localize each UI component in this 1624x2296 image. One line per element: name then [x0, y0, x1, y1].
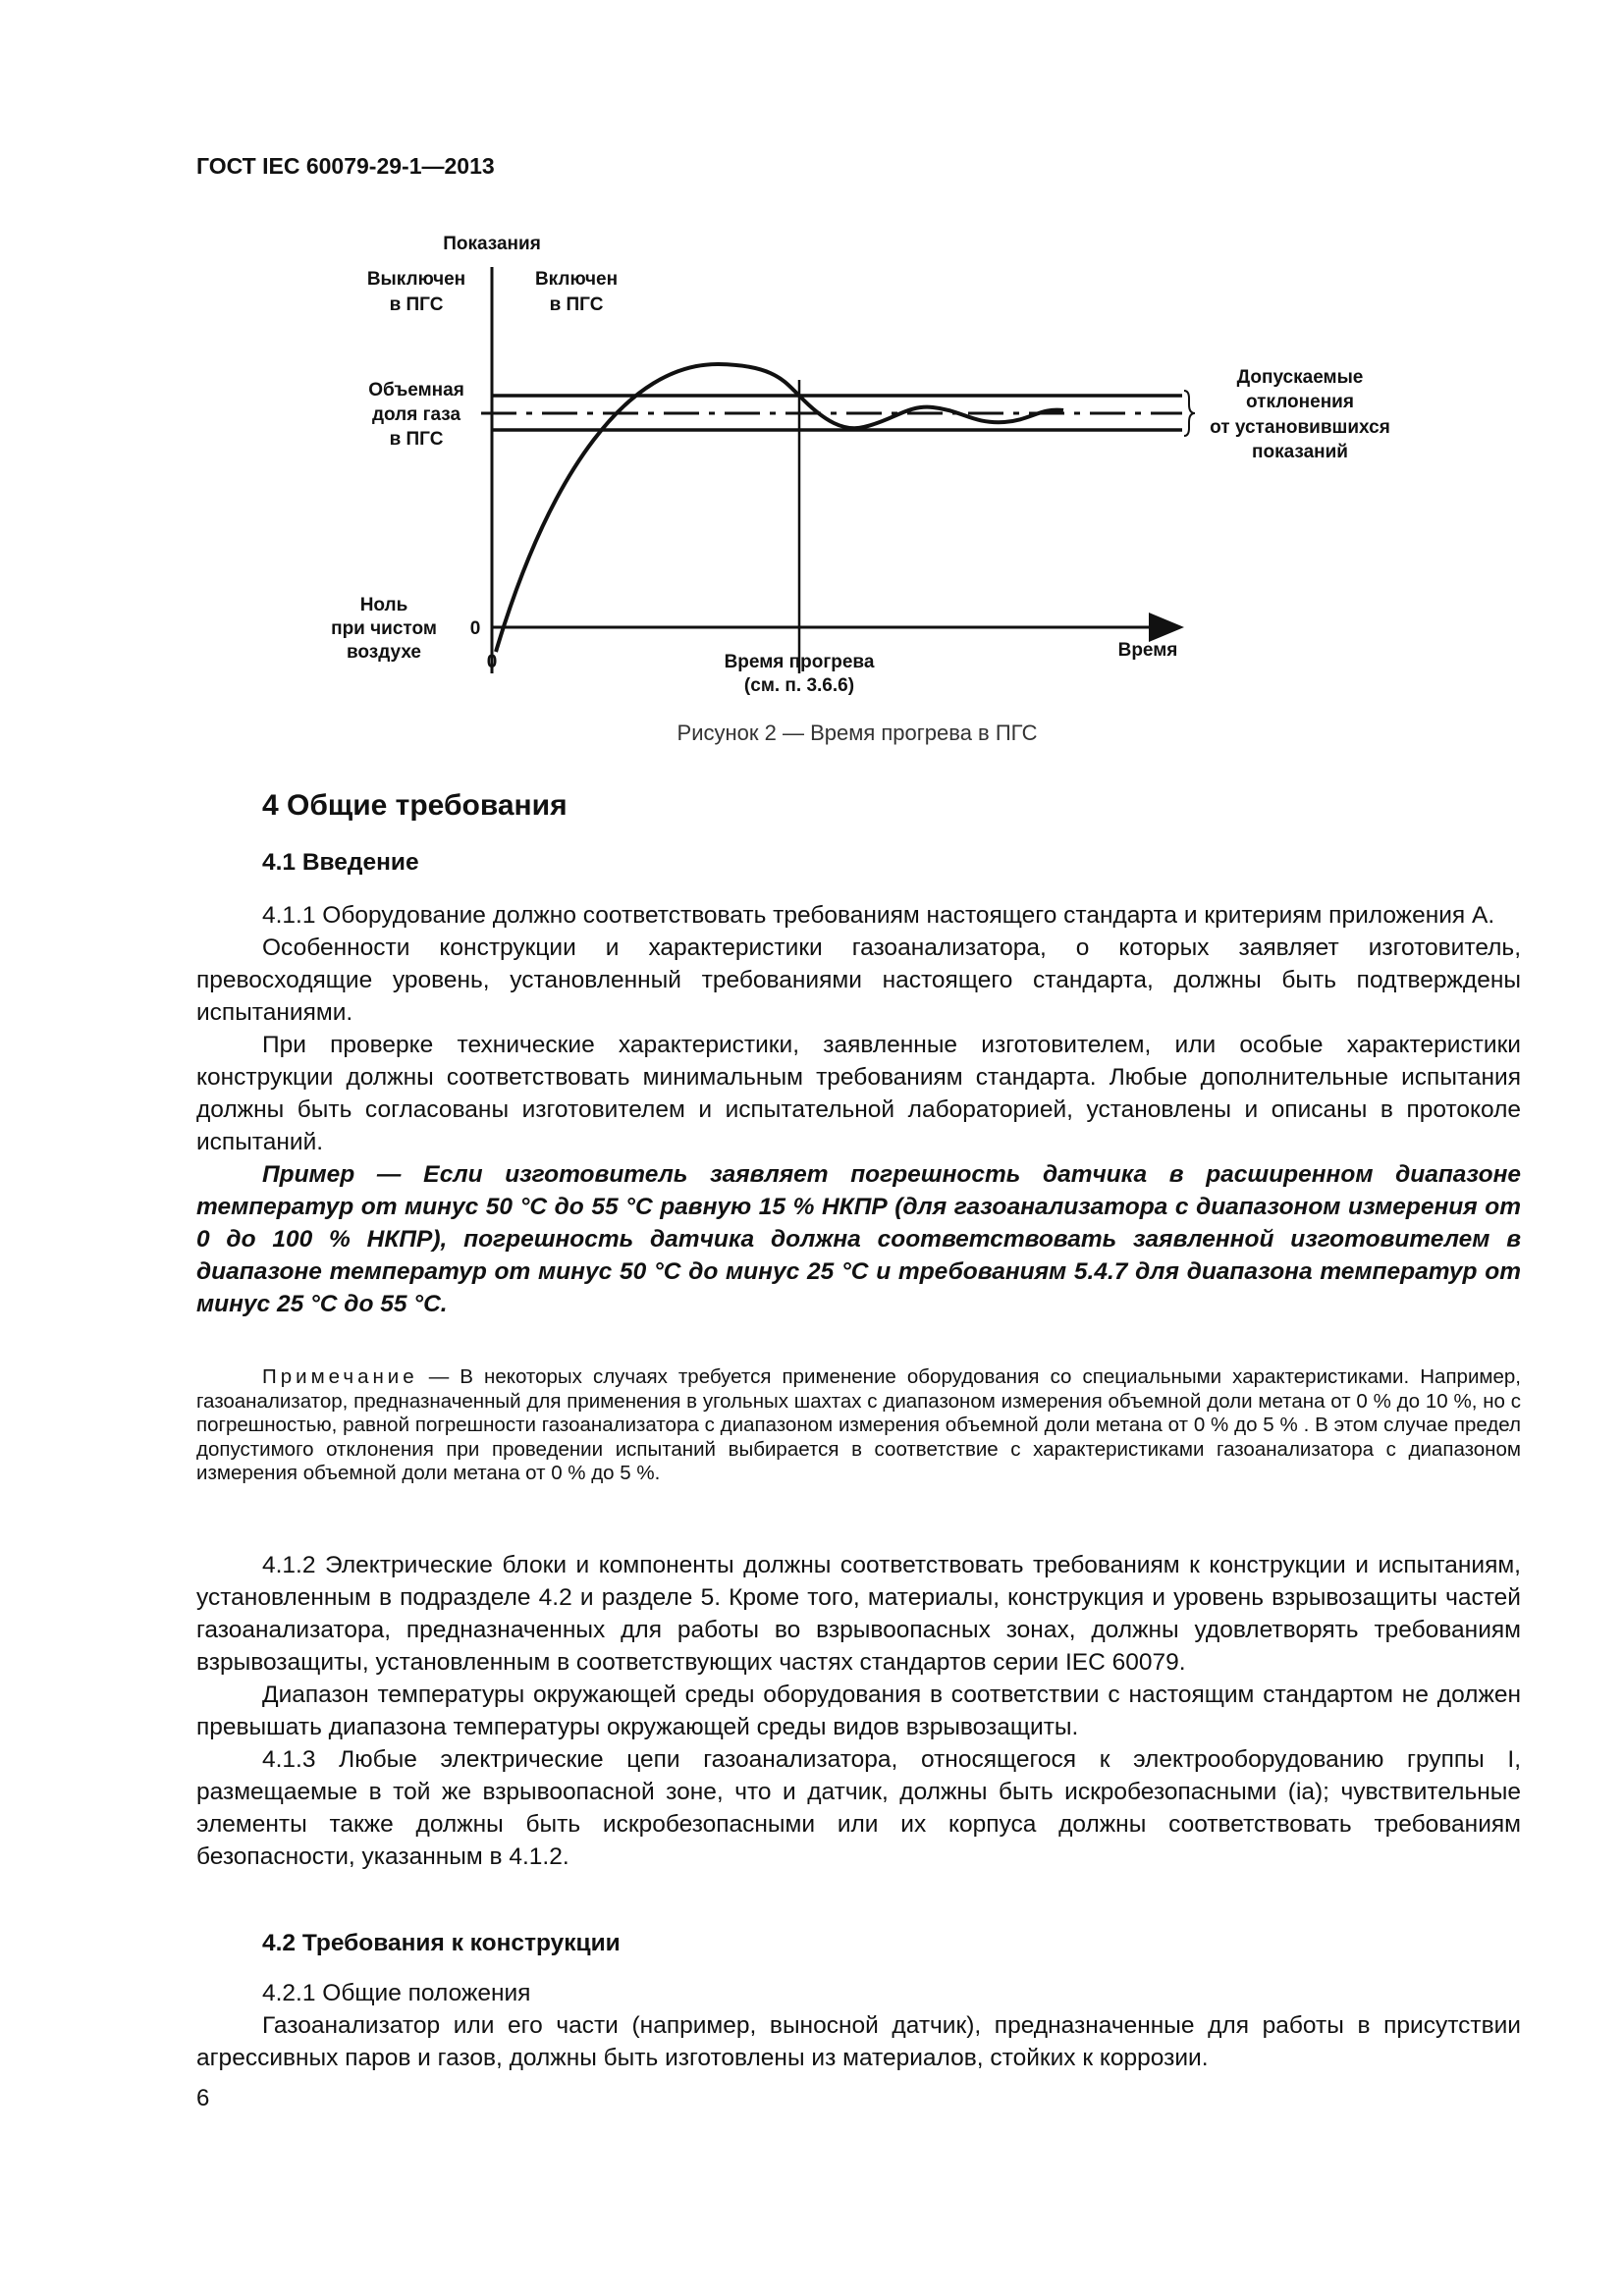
- zero-label: при чистом: [331, 618, 437, 639]
- zero-label: Ноль: [359, 595, 408, 615]
- gas-label: в ПГС: [389, 429, 444, 450]
- paragraph: Диапазон температуры окружающей среды оборудования в соответствии с настоящим стандартом не должен превышать диапазона температуры окружающей среды видов взрывозащиты.: [196, 1682, 1521, 1740]
- y-zero-tick: 0: [469, 618, 481, 639]
- tolerance-brace: [1184, 391, 1195, 436]
- section-4-2-title: 4.2 Требования к конструкции: [262, 1930, 621, 1956]
- tolerance-label: отклонения: [1246, 392, 1354, 412]
- document-header: ГОСТ IEC 60079-29-1—2013: [196, 153, 495, 179]
- tolerance-label: от установившихся: [1210, 417, 1390, 438]
- section-4-title: 4 Общие требования: [262, 789, 568, 822]
- note-block: [196, 1365, 1521, 1486]
- paragraph: Особенности конструкции и характеристики газоанализатора, о которых заявляет изготовитель, превосходящие уровень, установленный требованиями настоящего стандарта, должны быть подтверждены испытаниями.: [196, 934, 1521, 1026]
- paragraph: Газоанализатор или его части (например, выносной датчик), предназначенные для работы в присутствии агрессивных паров и газов, должны быть изготовлены из материалов, стойких к коррозии.: [196, 2012, 1521, 2071]
- reading-curve: [496, 364, 1063, 652]
- warmup-label: Время прогрева: [724, 652, 875, 672]
- section-4-1-2-body: [196, 1549, 1521, 1873]
- gas-label: Объемная: [368, 380, 464, 400]
- section-4-1-title: 4.1 Введение: [262, 849, 419, 876]
- tolerance-label: показаний: [1252, 442, 1348, 462]
- section-4-2-body: [196, 1977, 1521, 2074]
- note-label: Примечание: [262, 1365, 418, 1388]
- on-label: Включен: [534, 269, 619, 290]
- note-text: — В некоторых случаях требуется применение оборудования со специальными характеристиками. Например, газоанализатор, предназначенный для применения в угольных шахтах с диапазоном измерения объемной доли метана от 0 % до 10 %, но с погрешностью, равной погрешности газоанализатора с диапазоном измерения объемной доли метана от 0 % до 5 % . В этом случае предел допустимого отклонения при проведении испытаний выбирается в соответствие с характеристиками газоанализатора с диапазоном измерения объемной доли метана от 0 % до 5 %.: [196, 1365, 1521, 1484]
- warmup-label: (см. п. 3.6.6): [743, 675, 855, 696]
- paragraph: 4.2.1 Общие положения: [262, 1980, 531, 2006]
- paragraph: 4.1.3 Любые электрические цепи газоанализатора, относящегося к электрооборудованию группы I, размещаемые в той же взрывоопасной зоне, что и датчик, должны быть искробезопасными (ia); чувствительные элементы также должны быть искробезопасными или их корпуса должны соответствовать требованиям безопасности, указанным в 4.1.2.: [196, 1746, 1521, 1870]
- on-label: в ПГС: [549, 294, 604, 315]
- x-axis-label: Время: [1117, 640, 1178, 661]
- figure-caption: Рисунок 2 — Время прогрева в ПГС: [677, 721, 1038, 745]
- page-number: 6: [196, 2085, 210, 2111]
- paragraph: 4.1.2 Электрические блоки и компоненты должны соответствовать требованиям к конструкции и испытаниям, установленным в подразделе 4.2 и разделе 5. Кроме того, материалы, конструкция и уровень взрывозащиты частей газоанализатора, предназначенных для работы во взрывоопасных зонах, должны удовлетворять требованиям взрывозащиты, установленным в соответствующих частях стандартов серии IEC 60079.: [196, 1552, 1521, 1676]
- y-axis-label: Показания: [443, 234, 541, 254]
- example-paragraph: Пример — Если изготовитель заявляет погрешность датчика в расширенном диапазоне температур от минус 50 °С до 55 °С равную 15 % НКПР (для газоанализатора с диапазоном измерения от 0 до 100 % НКПР), погрешность датчика должна соответствовать заявленной изготовителем в диапазоне температур от минус 50 °С до минус 25 °С и требованиям 5.4.7 для диапазона температур от минус 25 °С до 55 °С.: [196, 1161, 1521, 1317]
- warmup-figure: [0, 0, 1624, 785]
- off-label: Выключен: [366, 269, 466, 290]
- paragraph: 4.1.1 Оборудование должно соответствовать требованиям настоящего стандарта и критериям приложения А.: [262, 902, 1495, 929]
- x-zero-tick: 0: [486, 652, 498, 672]
- paragraph: При проверке технические характеристики, заявленные изготовителем, или особые характеристики конструкции должны соответствовать минимальным требованиям стандарта. Любые дополнительные испытания должны быть согласованы изготовителем и испытательной лабораторией, установлены и описаны в протоколе испытаний.: [196, 1032, 1521, 1155]
- off-label: в ПГС: [389, 294, 444, 315]
- gas-label: доля газа: [371, 404, 461, 425]
- tolerance-label: Допускаемые: [1236, 367, 1364, 388]
- zero-label: воздухе: [347, 642, 421, 663]
- section-4-1-body: [196, 899, 1521, 1320]
